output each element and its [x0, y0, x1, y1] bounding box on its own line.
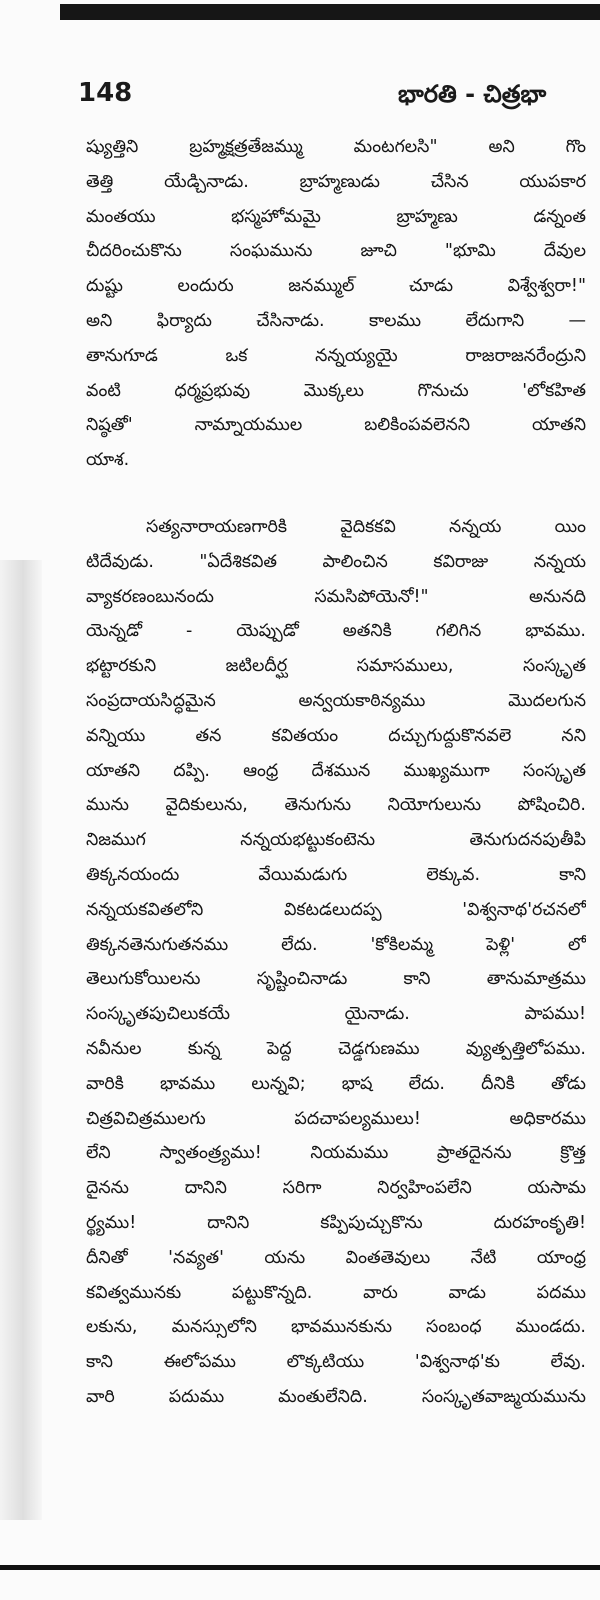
running-title: భారతి - చిత్రభా [398, 80, 547, 108]
text-line: తెలుగుకోయిలను సృష్టించినాడు కాని తానుమాత్రము [86, 969, 586, 990]
text-line: తానుగూడ ఒక నన్నయ్యయై రాజరాజనరేంద్రుని [86, 345, 586, 366]
text-line: నన్నయకవితలోని వికటడలుదప్ప 'విశ్వనాథ'రచనలో [86, 899, 586, 920]
text-line: లకును, మనస్సులోని భావమునకును సంబంధ ముండదు. [86, 1317, 586, 1338]
text-line: సత్యనారాయణగారికి వైదికకవి నన్నయ యిం [146, 516, 586, 537]
text-line: దైనను దానిని సరిగా నిర్వహింపలేని యసామ [86, 1178, 586, 1199]
body-text [86, 130, 586, 1415]
text-line: నిష్ఠతో' నామ్నాయముల బలికింపవలెనని యాతని [86, 415, 586, 436]
text-line: మును వైదికులును, తెనుగును నియోగులును పోషించిరి. [86, 795, 586, 816]
text-line: మంతయు భస్మహోమమై బ్రాహ్మణు డన్నంత [86, 206, 586, 227]
text-line: ష్యుత్తిని బ్రహ్మక్షత్రతేజమ్ము మంటగలసి" అని గొం [86, 137, 586, 157]
text-line: తిక్కనయందు వేయిమడుగు లెక్కువ. కాని [86, 864, 586, 885]
text-line: నిజముగ నన్నయభట్టుకంటెను తెనుగుదనపుతీపి [86, 830, 586, 851]
text-line: సంస్కృతపుచిలుకయే యైనాడు. పాపము! [86, 1004, 586, 1025]
bottom-border-rule [0, 1565, 600, 1570]
paragraph-1 [86, 130, 586, 478]
text-line: తెత్తి యేడ్చినాడు. బ్రాహ్మణుడు చేసిన యుపకార [86, 171, 586, 192]
text-line: ర్థ్యము! దానిని కప్పిపుచ్చుకొను దురహంకృతి! [86, 1212, 586, 1233]
text-line: చీదరించుకొను సంఘమును జూచి "భూమి దేవుల [86, 241, 586, 262]
text-line: వన్నియు తన కవితయం దచ్చుగుద్దుకొనవలె నని [86, 725, 586, 746]
binding-gutter-shadow [0, 560, 42, 1520]
page-header [78, 78, 598, 118]
text-line: అని ఫిర్యాదు చేసినాడు. కాలము లేదుగాని — [86, 310, 586, 331]
text-line: లేని స్వాతంత్ర్యము! నియమము ప్రాతదైనను క్రొత్త [86, 1143, 586, 1164]
paragraph-2 [86, 510, 586, 1415]
text-line: యాతని దప్పి. ఆంధ్ర దేశమున ముఖ్యముగా సంస్కృత [86, 760, 586, 781]
text-line: వారి పదుము మంతులేనిది. సంస్కృతవాఙ్మయమును [86, 1386, 586, 1407]
text-line: నవీనుల కున్న పెద్ద చెడ్డగుణము వ్యుత్పత్తిలోపము. [86, 1038, 586, 1059]
text-line: వారికి భావము లున్నవి; భాష లేదు. దీనికి తోడు [86, 1073, 586, 1094]
text-line: తిక్కనతెనుగుతనము లేదు. 'కోకిలమ్మ పెళ్లి' లో [86, 934, 586, 955]
page-number: 148 [78, 78, 133, 108]
paragraph-gap [86, 478, 586, 510]
text-line: దుష్టు లందురు జనమ్ముల్ చూడు విశ్వేశ్వరా!" [86, 276, 586, 297]
text-line: టిదేవుడు. "ఏదేశికవిత పాలించిన కవిరాజు నన్నయ [86, 551, 586, 572]
text-line: చిత్రవిచిత్రములగు పదచాపల్యములు! అధికారము [86, 1108, 586, 1129]
text-line: భట్టారకుని జటిలదీర్ఘ సమాసములు, సంస్కృత [86, 656, 586, 677]
text-line: యాశ. [86, 450, 130, 471]
text-line: వ్యాకరణంబునందు సమసిపోయెనో!" అనునది [86, 586, 586, 607]
top-border-rule [60, 4, 600, 20]
text-line: దీనితో 'నవ్యత' యను వింతతెవులు నేటి యాంధ్ర [86, 1247, 586, 1268]
text-line: వంటి ధర్మప్రభువు మొక్కలు గొనుచు 'లోకహిత [86, 380, 586, 401]
text-line: యెన్నడో - యెప్పుడో అతనికి గలిగిన భావము. [86, 621, 586, 642]
text-line: కాని ఈలోపము లొక్కటియు 'విశ్వనాథ'కు లేవు. [86, 1352, 586, 1373]
text-line: సంప్రదాయసిద్ధమైన అన్వయకాఠిన్యము మొదలగున [86, 690, 586, 711]
text-line: కవిత్వమునకు పట్టుకొన్నది. వారు వాడు పదము [86, 1282, 586, 1303]
